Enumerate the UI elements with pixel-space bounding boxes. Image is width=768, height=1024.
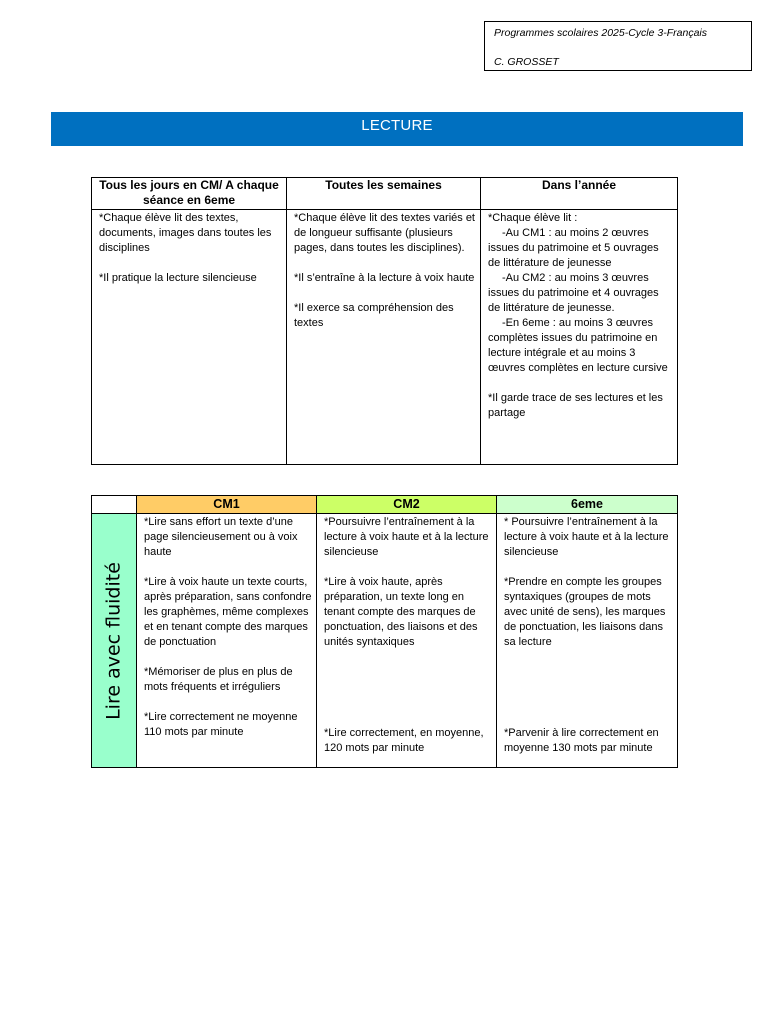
list-item: *Chaque élève lit des textes variés et de longueur suffisante (plusieurs pages, dans toutes les disciplines). [294,212,475,254]
list-item: *Lire à voix haute un texte courts, après préparation, sans confondre les graphèmes, même complexes et en tenant compte des marques de ponctuation [144,576,312,648]
cell-cm1 [137,514,317,768]
list-item-text: -Au CM1 : au moins 2 œuvres issues du patrimoine et 5 ouvrages de littérature de jeunesse [488,227,659,269]
header-yearly: Dans l’année [481,178,678,210]
list-item: *Il pratique la lecture silencieuse [99,272,257,284]
cell-weekly [287,210,481,465]
section-banner: LECTURE [51,112,743,146]
side-label: Lire avec fluidité [102,561,125,720]
list-item: * Poursuivre l’entraînement à la lecture à voix haute et à la lecture silencieuse [504,516,669,558]
header-daily: Tous les jours en CM/ A chaque séance en 6eme [92,178,287,210]
header-empty [92,496,137,514]
list-item: *Il exerce sa compréhension des textes [294,302,454,329]
list-item: *Lire correctement, en moyenne, 120 mots par minute [324,727,484,754]
table-header-row [92,496,678,514]
header-cm1: CM1 [137,496,317,514]
cell-yearly [481,210,678,465]
list-item [488,226,673,271]
reading-frequency-table [91,177,678,465]
list-item: *Il garde trace de ses lectures et les partage [488,392,663,419]
list-item [488,316,673,376]
list-item: *Poursuivre l’entraînement à la lecture à voix haute et à la lecture silencieuse [324,516,489,558]
list-item-text: -Au CM2 : au moins 3 œuvres issues du patrimoine et 4 ouvrages de littérature de jeunesse. [488,272,659,314]
table-header-row [92,178,678,210]
table-row [92,514,678,768]
list-item-text: -En 6eme : au moins 3 œuvres complètes issues du patrimoine en lecture intégrale et au moins 3 œuvres complètes en lecture cursive [488,317,668,374]
header-author: C. GROSSET [494,56,559,68]
cell-cm2 [317,514,497,768]
header-6eme: 6eme [497,496,678,514]
list-item: *Prendre en compte les groupes syntaxiques (groupes de mots avec unité de sens), les marques de ponctuation, les liaisons dans sa lecture [504,576,666,648]
side-label-cell [92,514,137,768]
list-item: *Chaque élève lit : [488,212,578,224]
header-cm2: CM2 [317,496,497,514]
list-item: *Lire correctement ne moyenne 110 mots par minute [144,711,298,738]
header-box [484,21,752,71]
fluency-table [91,495,678,768]
header-weekly: Toutes les semaines [287,178,481,210]
list-item: *Mémoriser de plus en plus de mots fréquents et irréguliers [144,666,293,693]
list-item [488,271,673,316]
list-item: *Chaque élève lit des textes, documents, images dans toutes les disciplines [99,212,272,254]
list-item: *Lire à voix haute, après préparation, un texte long en tenant compte des marques de ponctuation, des liaisons et des unités syntaxiques [324,576,478,648]
list-item: *Il s’entraîne à la lecture à voix haute [294,272,475,284]
list-item: *Lire sans effort un texte d’une page silencieusement ou à voix haute [144,516,298,558]
table-row [92,210,678,465]
cell-daily [92,210,287,465]
cell-6eme [497,514,678,768]
list-item: *Parvenir à lire correctement en moyenne 130 mots par minute [504,727,659,754]
header-program: Programmes scolaires 2025-Cycle 3-Français [494,27,707,39]
